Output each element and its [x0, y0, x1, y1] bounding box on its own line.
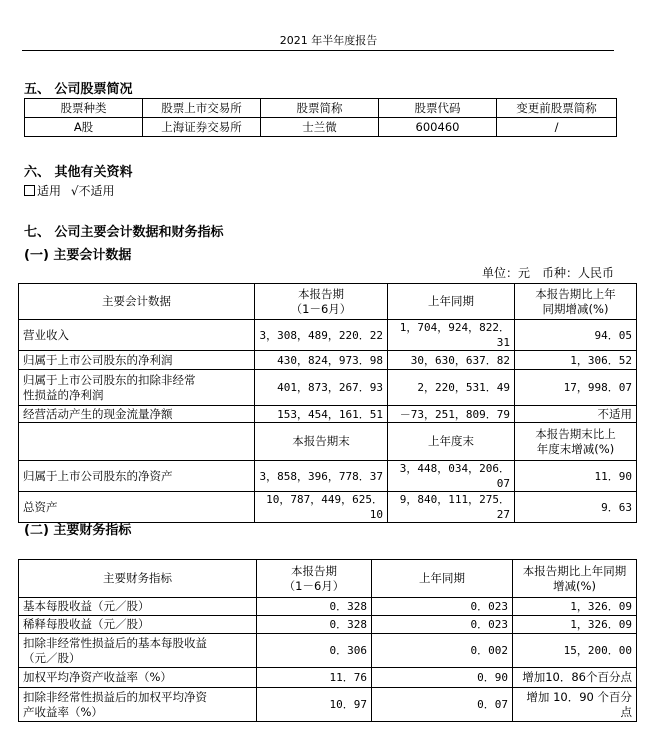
subsection-2-title: (二) 主要财务指标: [24, 523, 132, 538]
table-row: [19, 351, 637, 370]
row-label: 归属于上市公司股东的净资产: [19, 461, 255, 492]
col-header: 本报告期 （1－6月）: [255, 284, 388, 320]
subsection-1-title: (一) 主要会计数据: [24, 248, 132, 263]
cell: 士兰微: [261, 118, 379, 137]
cell-change: 11．90: [515, 461, 637, 492]
row-label: 经营活动产生的现金流量净额: [19, 406, 255, 423]
stock-info-table: [24, 98, 617, 137]
cell-prior: 0．07: [372, 688, 513, 722]
cell-prior: 9，840，111，275．27: [388, 492, 515, 523]
cell-change: 1，306．52: [515, 351, 637, 370]
table-header-row: [19, 284, 637, 320]
row-label: 扣除非经常性损益后的加权平均净资 产收益率（%）: [19, 688, 257, 722]
table-header-row: [19, 560, 637, 598]
cell-prior: 3，448，034，206．07: [388, 461, 515, 492]
row-label: 总资产: [19, 492, 255, 523]
row-label: 归属于上市公司股东的净利润: [19, 351, 255, 370]
col-header: 本报告期末: [255, 423, 388, 461]
cell-current: 3，308，489，220．22: [255, 320, 388, 351]
table-row: [19, 688, 637, 722]
col-header: 股票上市交易所: [143, 99, 261, 118]
option-not-applicable: 不适用: [78, 184, 115, 198]
row-label: 稀释每股收益（元／股）: [19, 616, 257, 634]
section-7-title: 七、 公司主要会计数据和财务指标: [24, 225, 224, 240]
cell-prior: 1，704，924，822．31: [388, 320, 515, 351]
cell-current: 0．328: [257, 598, 372, 616]
col-header: 主要会计数据: [19, 284, 255, 320]
col-header: 本报告期末比上 年度末增减(%): [515, 423, 637, 461]
check-mark-icon: √: [70, 184, 79, 198]
row-label: 扣除非经常性损益后的基本每股收益 （元／股）: [19, 634, 257, 668]
cell: 上海证券交易所: [143, 118, 261, 137]
financial-indicators-table: [18, 559, 637, 722]
cell-prior: －73，251，809．79: [388, 406, 515, 423]
cell-change: 15，200．00: [513, 634, 637, 668]
accounting-data-table: [18, 283, 637, 523]
cell-prior: 30，630，637．82: [388, 351, 515, 370]
cell-current: 401，873，267．93: [255, 370, 388, 406]
col-header: 股票代码: [379, 99, 497, 118]
cell-current: 0．328: [257, 616, 372, 634]
section-6-title: 六、 其他有关资料: [24, 165, 133, 180]
stock-table-row: [25, 118, 617, 137]
unit-currency-note: 单位：元 币种：人民币: [481, 266, 614, 280]
cell-current: 430，824，973．98: [255, 351, 388, 370]
col-header: 上年度末: [388, 423, 515, 461]
cell-prior: 2，220，531．49: [388, 370, 515, 406]
row-label: 营业收入: [19, 320, 255, 351]
row-label: 基本每股收益（元／股）: [19, 598, 257, 616]
empty-cell: [19, 423, 255, 461]
cell-current: 11．76: [257, 668, 372, 688]
row-label: 归属于上市公司股东的扣除非经常 性损益的净利润: [19, 370, 255, 406]
cell-prior: 0．002: [372, 634, 513, 668]
table-row: [19, 668, 637, 688]
header-divider: [22, 50, 614, 51]
cell-prior: 0．90: [372, 668, 513, 688]
col-header: 股票种类: [25, 99, 143, 118]
table-row: [19, 634, 637, 668]
col-header: 上年同期: [388, 284, 515, 320]
checkbox-icon: [24, 185, 35, 196]
cell-change: 94．05: [515, 320, 637, 351]
col-header: 主要财务指标: [19, 560, 257, 598]
table-row: [19, 492, 637, 523]
stock-table-header-row: [25, 99, 617, 118]
cell-current: 10，787，449，625．10: [255, 492, 388, 523]
table-row: [19, 320, 637, 351]
table-row: [19, 406, 637, 423]
cell-change: 1，326．09: [513, 598, 637, 616]
option-applicable: 适用: [37, 184, 62, 198]
cell-change: 1，326．09: [513, 616, 637, 634]
cell: 600460: [379, 118, 497, 137]
row-label: 加权平均净资产收益率（%）: [19, 668, 257, 688]
col-header: 本报告期比上年同期 增减(%): [513, 560, 637, 598]
cell-prior: 0．023: [372, 616, 513, 634]
section-5-title: 五、 公司股票简况: [24, 82, 133, 97]
cell-change: 增加10．86个百分点: [513, 668, 637, 688]
cell: /: [497, 118, 617, 137]
col-header: 变更前股票简称: [497, 99, 617, 118]
table-row: [19, 598, 637, 616]
cell-change: 9．63: [515, 492, 637, 523]
col-header: 本报告期比上年 同期增减(%): [515, 284, 637, 320]
cell-change: 17，998．07: [515, 370, 637, 406]
col-header: 本报告期 （1－6月）: [257, 560, 372, 598]
cell-current: 0．306: [257, 634, 372, 668]
applicability-options: [24, 182, 115, 199]
cell-current: 3，858，396，778．37: [255, 461, 388, 492]
col-header: 上年同期: [372, 560, 513, 598]
cell-current: 153，454，161．51: [255, 406, 388, 423]
cell-current: 10．97: [257, 688, 372, 722]
col-header: 股票简称: [261, 99, 379, 118]
cell-prior: 0．023: [372, 598, 513, 616]
cell-change: 不适用: [515, 406, 637, 423]
table-row: [19, 616, 637, 634]
table-row: [19, 461, 637, 492]
table-subheader-row: [19, 423, 637, 461]
cell: A股: [25, 118, 143, 137]
page-header-title: 2021 年半年度报告: [279, 34, 378, 47]
table-row: [19, 370, 637, 406]
cell-change: 增加 10．90 个百分点: [513, 688, 637, 722]
